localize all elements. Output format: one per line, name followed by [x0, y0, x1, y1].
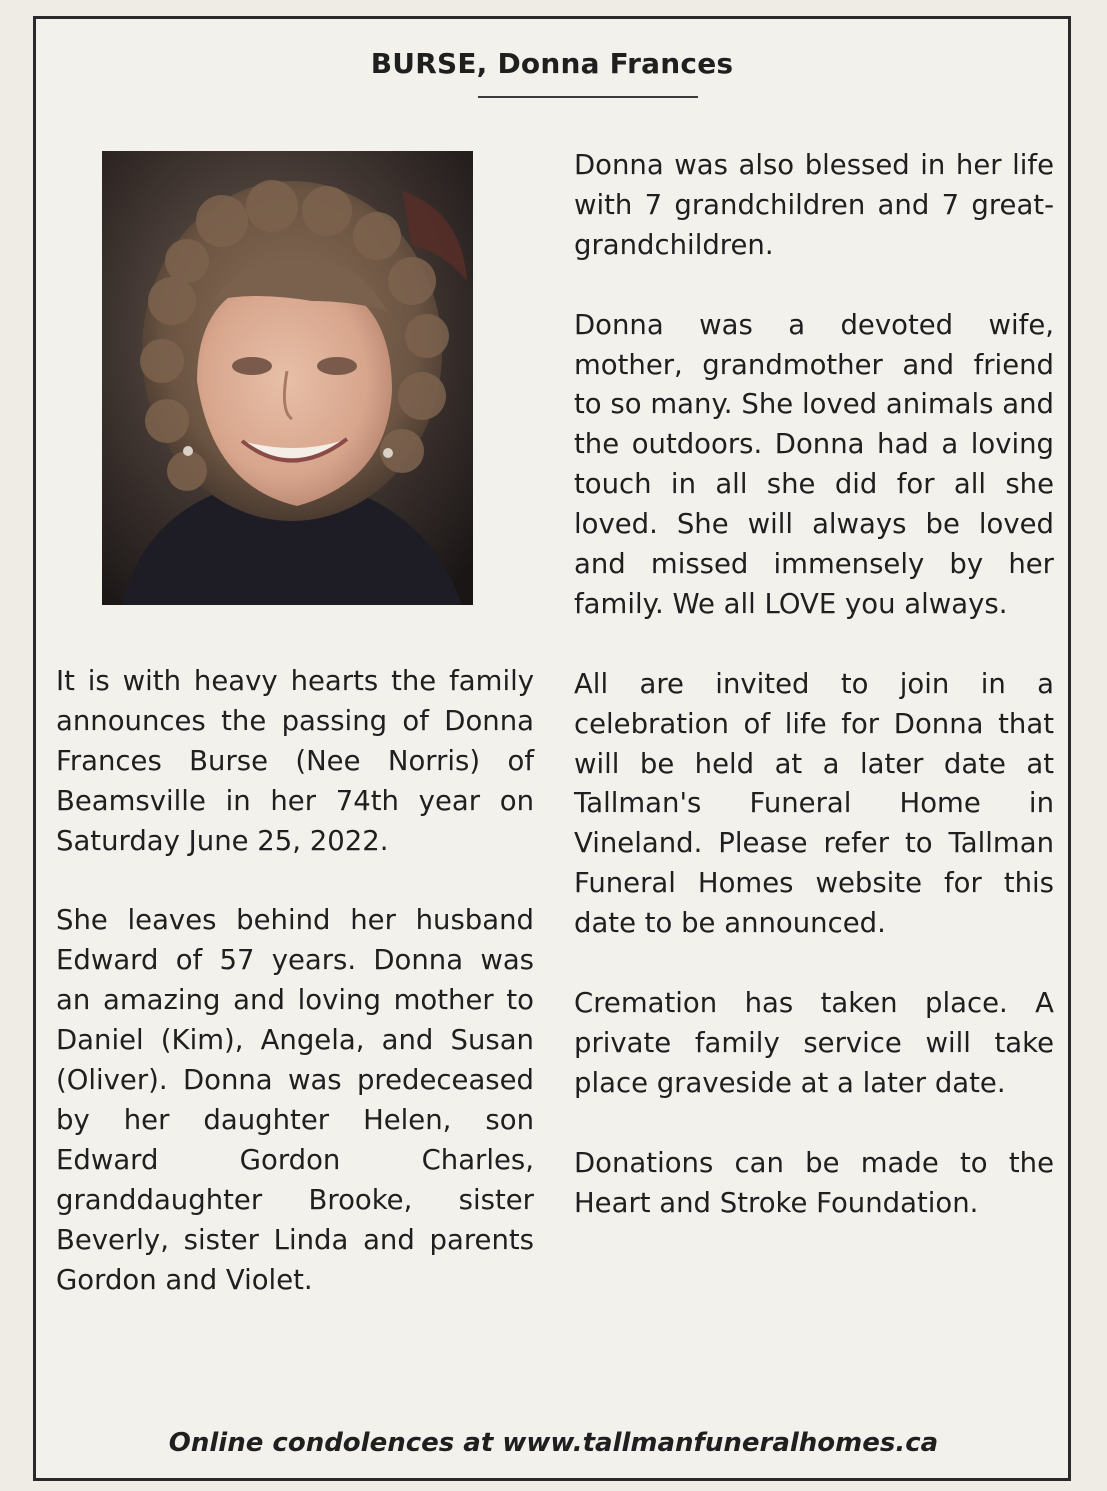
celebration-paragraph: All are invited to join in a celebration of life for Donna that will be held at a later date at Tallman's Funeral Home in Vineland. Please refer to Tallman Funeral Homes website for this date to be announced.	[574, 667, 1054, 940]
tribute-paragraph: Donna was a devoted wife, mother, grandmother and friend to so many. She loved animals and the outdoors. Donna had a loving touch in all she did for all she loved. She will always be loved and missed immensely by her family. We all LOVE you always.	[574, 308, 1054, 620]
left-column-text	[56, 662, 534, 1340]
announcement-paragraph: It is with heavy hearts the family announces the passing of Donna Frances Burse (Nee Norris) of Beamsville in her 74th year on Saturday June 25, 2022.	[56, 665, 534, 857]
title-underline	[478, 96, 698, 98]
donations-paragraph: Donations can be made to the Heart and Stroke Foundation.	[574, 1146, 1054, 1219]
obituary-title: BURSE, Donna Frances	[370, 47, 734, 80]
right-column-text	[574, 146, 1054, 1263]
portrait-photo	[102, 151, 473, 605]
grandchildren-paragraph: Donna was also blessed in her life with 7 grandchildren and 7 great-grandchildren.	[574, 149, 1054, 261]
family-paragraph: She leaves behind her husband Edward of 57 years. Donna was an amazing and loving mother to Daniel (Kim), Angela, and Susan (Oliver). Donna was predeceased by her daughter Helen, son Edward Gordon Charles, granddaughter Brooke, sister Beverly, sister Linda and parents Gordon and Violet.	[56, 904, 534, 1296]
portrait-image	[102, 151, 473, 605]
online-condolences-line: Online condolences at www.tallmanfuneralhomes.ca	[168, 1428, 939, 1458]
cremation-paragraph: Cremation has taken place. A private family service will take place graveside at a later date.	[574, 986, 1054, 1099]
